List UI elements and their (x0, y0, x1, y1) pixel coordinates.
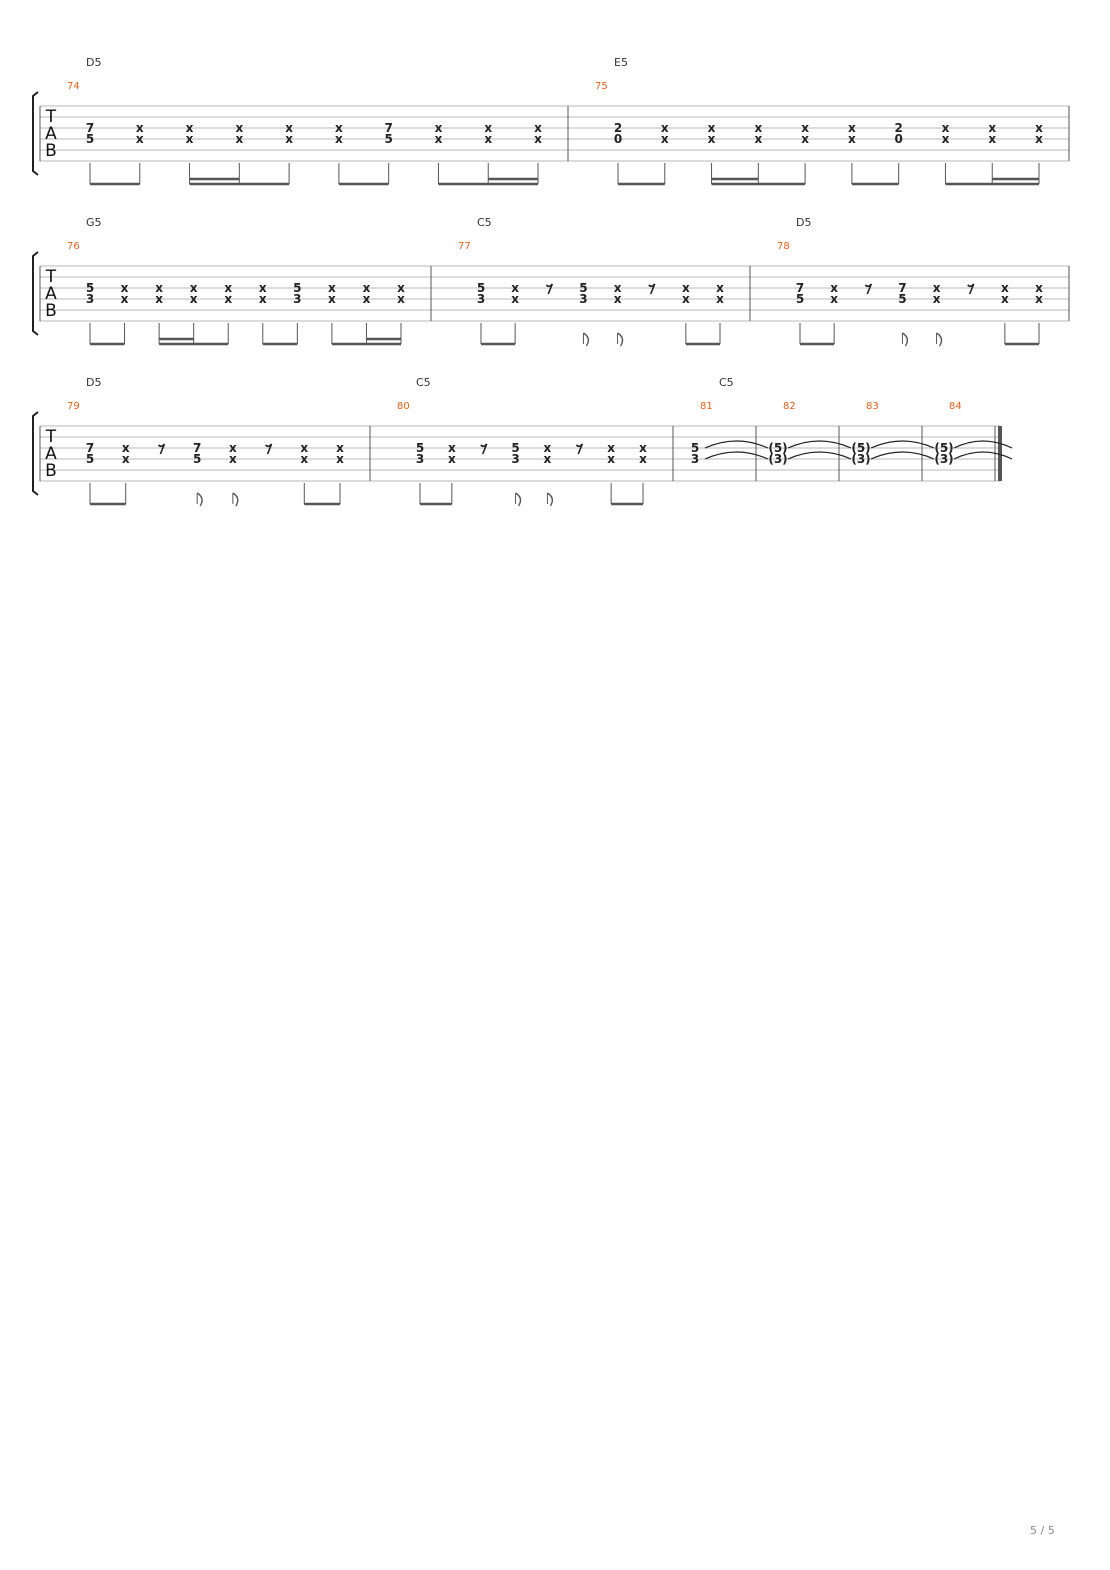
fret-number: x (434, 132, 443, 146)
eighth-rest (968, 284, 974, 294)
fret-number: 3 (415, 452, 425, 466)
fret-number: x (1035, 121, 1043, 135)
measure-number: 80 (397, 401, 410, 412)
fret-number: x (228, 452, 237, 466)
tab-clef-letter: B (45, 461, 57, 481)
fret-number: x (639, 441, 647, 455)
fret-number: x (484, 121, 493, 135)
fret-number: 5 (898, 292, 907, 306)
tab-clef-letter: T (45, 267, 57, 287)
chord-name: E5 (614, 56, 628, 69)
eighth-rest (576, 444, 582, 454)
tab-clef-letter: T (45, 427, 57, 447)
fret-number: 5 (690, 441, 700, 455)
note-flag (583, 333, 588, 346)
fret-number: 3 (476, 292, 486, 306)
tie-arc (788, 441, 851, 448)
measure-number: 83 (866, 401, 879, 412)
fret-number: x (534, 132, 542, 146)
chord-name: C5 (719, 376, 734, 389)
fret-number: (3) (851, 452, 871, 466)
fret-number: x (707, 132, 716, 146)
fret-number: x (988, 121, 997, 135)
fret-number: x (258, 281, 267, 295)
fret-number: x (120, 292, 129, 306)
fret-number: x (607, 441, 616, 455)
fret-number: x (300, 452, 309, 466)
fret-number: 3 (579, 292, 588, 306)
measure-number: 78 (777, 241, 790, 252)
measure-number: 74 (67, 81, 80, 92)
fret-number: x (235, 121, 244, 135)
fret-number: x (613, 292, 622, 306)
fret-number: x (801, 121, 809, 135)
fret-number: x (135, 132, 144, 146)
fret-number: x (941, 121, 950, 135)
fret-number: x (135, 121, 144, 135)
fret-number: (5) (851, 441, 871, 455)
fret-number: 3 (690, 452, 700, 466)
fret-number: 0 (894, 132, 903, 146)
eighth-rest (481, 444, 487, 454)
fret-number: x (285, 132, 293, 146)
eighth-rest (158, 444, 164, 454)
chord-name: C5 (477, 216, 492, 229)
measure-number: 77 (458, 241, 471, 252)
fret-number: 2 (613, 121, 623, 135)
fret-number: x (121, 452, 130, 466)
fret-number: x (336, 452, 344, 466)
fret-number: x (941, 132, 950, 146)
tie-arc (871, 441, 934, 448)
chord-name: G5 (86, 216, 102, 229)
note-flag (618, 333, 623, 346)
eighth-rest (266, 444, 272, 454)
fret-number: x (120, 281, 129, 295)
measure-number: 79 (67, 401, 80, 412)
fret-number: x (397, 292, 405, 306)
fret-number: x (607, 452, 616, 466)
tie-arc (705, 452, 768, 459)
fret-number: 5 (795, 292, 805, 306)
fret-number: 3 (85, 292, 95, 306)
fret-number: x (754, 132, 763, 146)
fret-number: x (613, 281, 622, 295)
tab-clef-letter: B (45, 141, 57, 161)
tab-clef-letter: B (45, 301, 57, 321)
measure-number: 75 (595, 81, 608, 92)
fret-number: 5 (85, 452, 95, 466)
fret-number: x (639, 452, 647, 466)
fret-number: x (1035, 292, 1043, 306)
fret-number: x (754, 121, 763, 135)
chord-name: D5 (86, 56, 102, 69)
fret-number: x (228, 441, 237, 455)
measure-number: 81 (700, 401, 713, 412)
fret-number: x (534, 121, 542, 135)
fret-number: x (300, 441, 309, 455)
fret-number: x (335, 132, 343, 146)
fret-number: x (511, 292, 520, 306)
measure-number: 76 (67, 241, 80, 252)
note-flag (516, 493, 521, 506)
fret-number: x (543, 452, 552, 466)
fret-number: 7 (85, 441, 95, 455)
fret-number: x (328, 281, 336, 295)
fret-number: 3 (293, 292, 302, 306)
measure-number: 84 (949, 401, 962, 412)
fret-number: x (1000, 292, 1009, 306)
fret-number: 5 (293, 281, 302, 295)
fret-number: x (447, 452, 456, 466)
fret-number: x (434, 121, 443, 135)
tie-arc (954, 441, 1012, 448)
system-bracket (33, 252, 38, 335)
fret-number: x (1000, 281, 1009, 295)
fret-number: 7 (192, 441, 202, 455)
fret-number: 5 (85, 132, 95, 146)
fret-number: x (848, 121, 856, 135)
fret-number: x (681, 281, 690, 295)
fret-number: x (235, 132, 244, 146)
fret-number: (5) (768, 441, 788, 455)
fret-number: x (932, 281, 941, 295)
fret-number: 7 (384, 121, 393, 135)
fret-number: x (716, 292, 724, 306)
chord-name: C5 (416, 376, 431, 389)
fret-number: 3 (511, 452, 520, 466)
fret-number: x (830, 292, 839, 306)
eighth-rest (546, 284, 552, 294)
fret-number: (3) (768, 452, 788, 466)
eighth-rest (649, 284, 655, 294)
fret-number: x (336, 441, 344, 455)
fret-number: 7 (85, 121, 95, 135)
fret-number: x (258, 292, 267, 306)
eighth-rest (865, 284, 871, 294)
tie-arc (954, 452, 1012, 459)
fret-number: x (988, 132, 997, 146)
note-flag (937, 333, 942, 346)
tab-clef-letter: A (45, 444, 57, 464)
fret-number: x (660, 132, 669, 146)
tab-clef-letter: A (45, 124, 57, 144)
note-flag (197, 493, 202, 506)
fret-number: x (1035, 132, 1043, 146)
fret-number: x (189, 292, 198, 306)
fret-number: x (362, 281, 371, 295)
tab-clef-letter: T (45, 107, 57, 127)
fret-number: x (707, 121, 716, 135)
note-flag (233, 493, 238, 506)
fret-number: x (335, 121, 343, 135)
fret-number: x (932, 292, 941, 306)
tie-arc (871, 452, 934, 459)
fret-number: x (185, 132, 194, 146)
fret-number: 5 (384, 132, 393, 146)
fret-number: x (801, 132, 809, 146)
fret-number: 0 (613, 132, 623, 146)
fret-number: x (848, 132, 856, 146)
measure-number: 82 (783, 401, 796, 412)
fret-number: x (189, 281, 198, 295)
fret-number: x (543, 441, 552, 455)
note-flag (547, 493, 552, 506)
fret-number: x (447, 441, 456, 455)
fret-number: x (484, 132, 493, 146)
fret-number: x (121, 441, 130, 455)
tie-arc (788, 452, 851, 459)
page-number: 5 / 5 (1030, 1524, 1055, 1537)
note-flag (902, 333, 907, 346)
fret-number: 5 (579, 281, 588, 295)
chord-name: D5 (796, 216, 812, 229)
fret-number: x (155, 292, 163, 306)
fret-number: 5 (192, 452, 202, 466)
tab-clef-letter: A (45, 284, 57, 304)
fret-number: (5) (934, 441, 954, 455)
fret-number: x (155, 281, 163, 295)
fret-number: x (328, 292, 336, 306)
fret-number: 7 (795, 281, 805, 295)
fret-number: 2 (894, 121, 903, 135)
fret-number: x (1035, 281, 1043, 295)
fret-number: x (185, 121, 194, 135)
fret-number: 5 (415, 441, 425, 455)
fret-number: (3) (934, 452, 954, 466)
fret-number: x (224, 281, 233, 295)
fret-number: x (681, 292, 690, 306)
chord-name: D5 (86, 376, 102, 389)
fret-number: x (830, 281, 839, 295)
fret-number: x (397, 281, 405, 295)
fret-number: 7 (898, 281, 907, 295)
fret-number: 5 (511, 441, 520, 455)
fret-number: x (660, 121, 669, 135)
system-bracket (33, 412, 38, 495)
fret-number: 5 (85, 281, 95, 295)
fret-number: x (362, 292, 371, 306)
system-bracket (33, 92, 38, 175)
fret-number: x (511, 281, 520, 295)
fret-number: x (716, 281, 724, 295)
tie-arc (705, 441, 768, 448)
fret-number: x (224, 292, 233, 306)
fret-number: x (285, 121, 293, 135)
fret-number: 5 (476, 281, 486, 295)
